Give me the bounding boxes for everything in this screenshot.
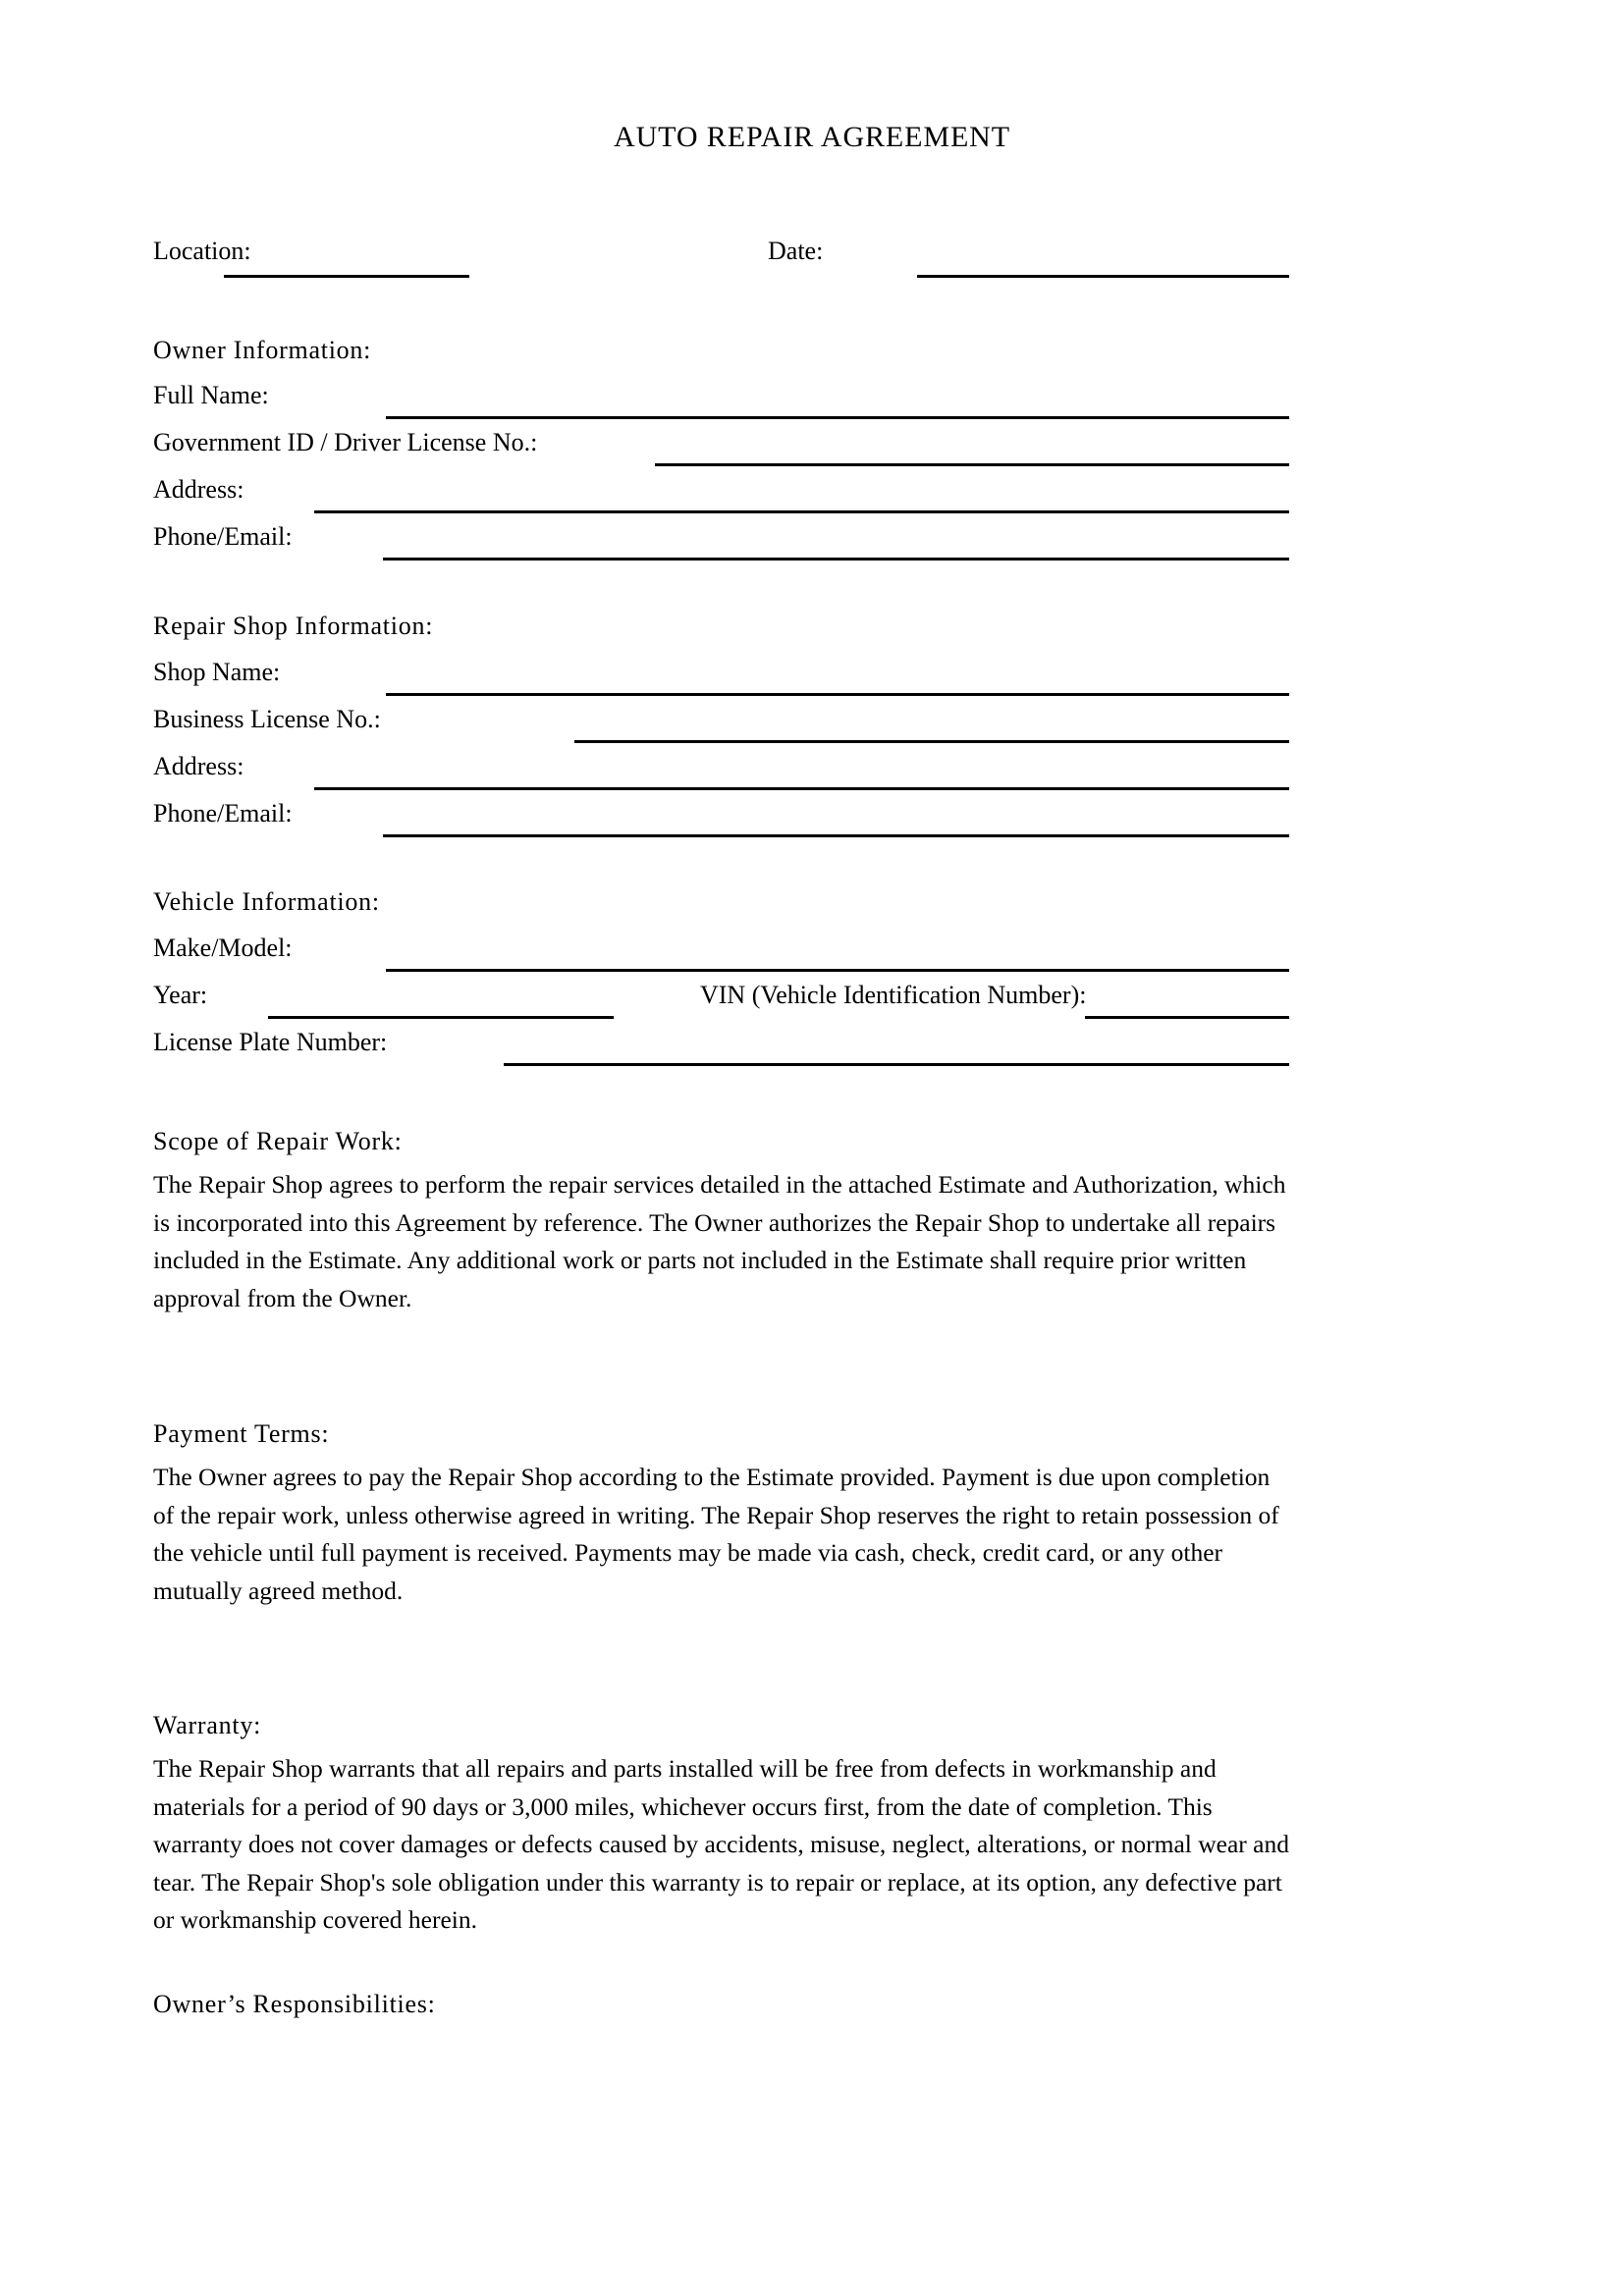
shop-name-label: Shop Name: — [153, 658, 281, 686]
date-label: Date: — [768, 237, 824, 265]
shop-phone-email-input-rule[interactable] — [383, 834, 1289, 837]
warranty-section-heading: Warranty: — [153, 1711, 262, 1739]
shop-business-license-label: Business License No.: — [153, 705, 381, 733]
owner-government-id-label: Government ID / Driver License No.: — [153, 428, 538, 456]
vehicle-make-model-label: Make/Model: — [153, 934, 293, 962]
shop-name-input-rule[interactable] — [386, 693, 1289, 696]
vehicle-make-model-input-rule[interactable] — [386, 969, 1289, 972]
payment-section-heading: Payment Terms: — [153, 1419, 330, 1448]
date-input-rule[interactable] — [917, 275, 1289, 278]
shop-address-input-rule[interactable] — [314, 787, 1289, 790]
owner-section-heading: Owner Information: — [153, 336, 372, 364]
owner-government-id-input-rule[interactable] — [655, 463, 1289, 466]
scope-section-heading: Scope of Repair Work: — [153, 1127, 403, 1155]
vehicle-year-label: Year: — [153, 981, 208, 1009]
page-title: AUTO REPAIR AGREEMENT — [614, 121, 1010, 153]
vehicle-section-heading: Vehicle Information: — [153, 887, 380, 916]
vehicle-year-input-rule[interactable] — [268, 1016, 614, 1019]
responsibilities-section-heading: Owner’s Responsibilities: — [153, 1990, 436, 2018]
vehicle-vin-label: VIN (Vehicle Identification Number): — [700, 981, 1087, 1009]
shop-phone-email-label: Phone/Email: — [153, 799, 293, 828]
payment-section-body: The Owner agrees to pay the Repair Shop according to the Estimate provided. Payment is due upon completion of the repair work, unless otherwise agreed in writing. The Repair Shop reserves the right to retain possession of the vehicle until full payment is received. Payments may be made via cash, check, credit card, or any other mutually agreed method. — [153, 1463, 1279, 1605]
vehicle-license-plate-label: License Plate Number: — [153, 1028, 388, 1056]
location-label: Location: — [153, 237, 251, 265]
scope-section-body: The Repair Shop agrees to perform the repair services detailed in the attached Estimate and Authorization, which is incorporated into this Agreement by reference. The Owner authorizes the Repair Shop to undertake all repairs included in the Estimate. Any additional work or parts not included in the Estimate shall require prior written approval from the Owner. — [153, 1170, 1286, 1312]
location-input-rule[interactable] — [224, 275, 469, 278]
vehicle-vin-input-rule[interactable] — [1085, 1016, 1289, 1019]
owner-address-input-rule[interactable] — [314, 510, 1289, 513]
owner-address-label: Address: — [153, 475, 244, 504]
owner-phone-email-input-rule[interactable] — [383, 558, 1289, 561]
shop-business-license-input-rule[interactable] — [574, 740, 1289, 743]
owner-full-name-input-rule[interactable] — [386, 416, 1289, 419]
vehicle-license-plate-input-rule[interactable] — [504, 1063, 1289, 1066]
shop-address-label: Address: — [153, 752, 244, 780]
owner-phone-email-label: Phone/Email: — [153, 522, 293, 551]
shop-section-heading: Repair Shop Information: — [153, 612, 434, 640]
owner-full-name-label: Full Name: — [153, 381, 269, 409]
warranty-section-body: The Repair Shop warrants that all repairs and parts installed will be free from defects in workmanship and materials for a period of 90 days or 3,000 miles, whichever occurs first, from the date of completion. This warranty does not cover damages or defects caused by accidents, misuse, neglect, alterations, or normal wear and tear. The Repair Shop's sole obligation under this warranty is to repair or replace, at its option, any defective part or workmanship covered herein. — [153, 1754, 1289, 1934]
